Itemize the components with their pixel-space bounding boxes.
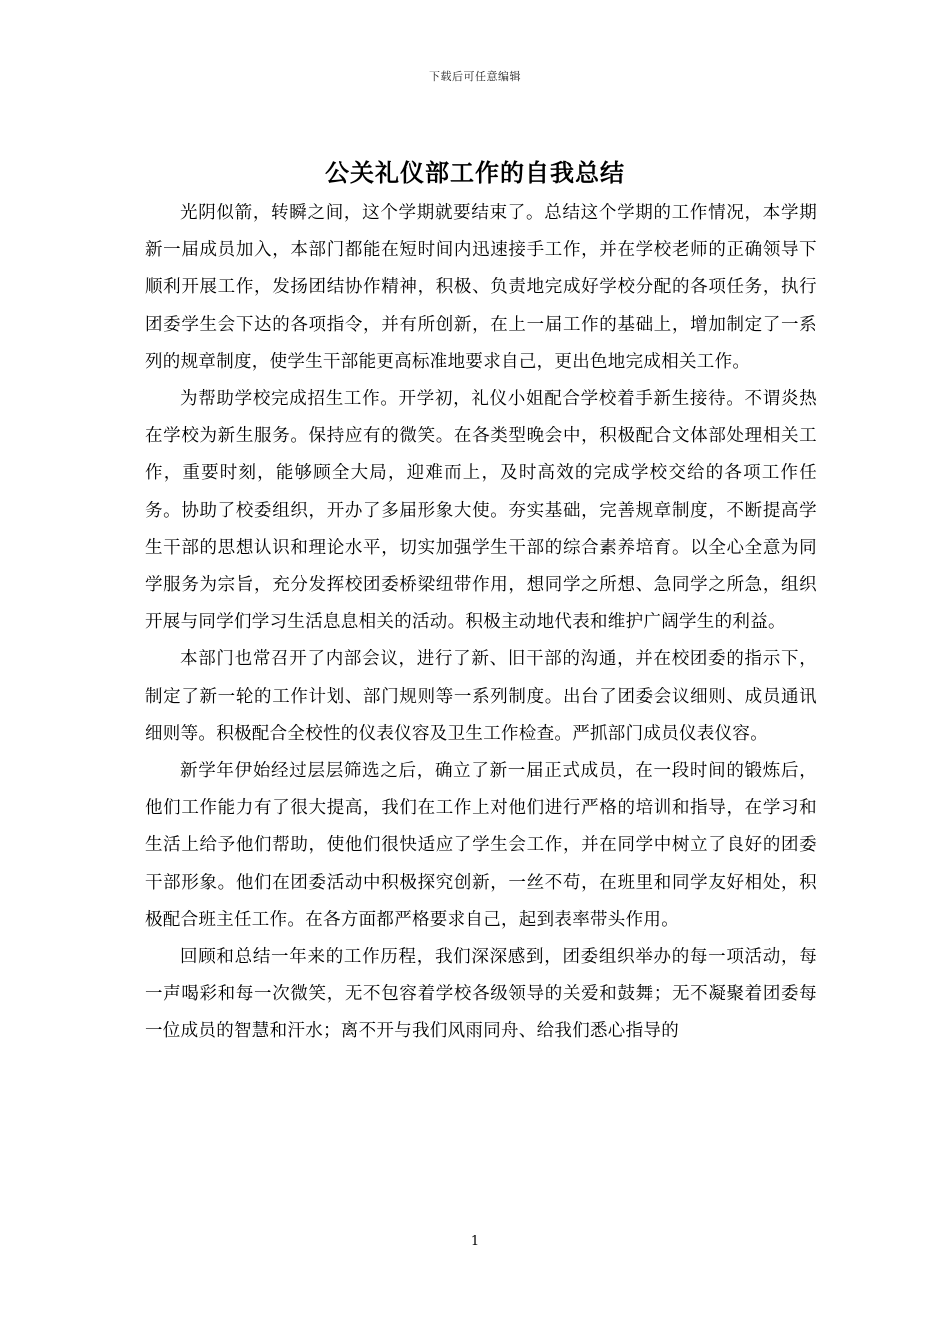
header-note: 下载后可任意编辑 xyxy=(429,70,521,83)
page-number: 1 xyxy=(470,1234,480,1249)
paragraph-5: 回顾和总结一年来的工作历程，我们深深感到，团委组织举办的每一项活动，每一声喝彩和每一次微笑，无不包容着学校各级领导的关爱和鼓舞；无不凝聚着团委每一位成员的智慧和汗水；离不开与我们风雨同舟、给我们悉心指导的 xyxy=(145,947,817,1042)
document-body xyxy=(145,195,817,1051)
paragraph-3: 本部门也常召开了内部会议，进行了新、旧干部的沟通，并在校团委的指示下，制定了新一轮的工作计划、部门规则等一系列制度。出台了团委会议细则、成员通讯细则等。积极配合全校性的仪表仪容及卫生工作检查。严抓部门成员仪表仪容。 xyxy=(145,649,817,744)
paragraph-4: 新学年伊始经过层层筛选之后，确立了新一届正式成员，在一段时间的锻炼后，他们工作能力有了很大提高，我们在工作上对他们进行严格的培训和指导，在学习和生活上给予他们帮助，使他们很快适应了学生会工作，并在同学中树立了良好的团委干部形象。他们在团委活动中积极探究创新，一丝不苟，在班里和同学友好相处，积极配合班主任工作。在各方面都严格要求自己，起到表率带头作用。 xyxy=(145,761,817,930)
document-title: 公关礼仪部工作的自我总结 xyxy=(325,158,625,187)
paragraph-1: 光阴似箭，转瞬之间，这个学期就要结束了。总结这个学期的工作情况，本学期新一届成员加入，本部门都能在短时间内迅速接手工作，并在学校老师的正确领导下顺利开展工作，发扬团结协作精神，积极、负责地完成好学校分配的各项任务，执行团委学生会下达的各项指令，并有所创新，在上一届工作的基础上，增加制定了一系列的规章制度，使学生干部能更高标准地要求自己，更出色地完成相关工作。 xyxy=(145,203,817,372)
paragraph-2: 为帮助学校完成招生工作。开学初，礼仪小姐配合学校着手新生接待。不谓炎热在学校为新生服务。保持应有的微笑。在各类型晚会中，积极配合文体部处理相关工作，重要时刻，能够顾全大局，迎难而上，及时高效的完成学校交给的各项工作任务。协助了校委组织，开办了多届形象大使。夯实基础，完善规章制度，不断提高学生干部的思想认识和理论水平，切实加强学生干部的综合素养培育。以全心全意为同学服务为宗旨，充分发挥校团委桥梁纽带作用，想同学之所想、急同学之所急，组织开展与同学们学习生活息息相关的活动。积极主动地代表和维护广阔学生的利益。 xyxy=(145,389,817,633)
